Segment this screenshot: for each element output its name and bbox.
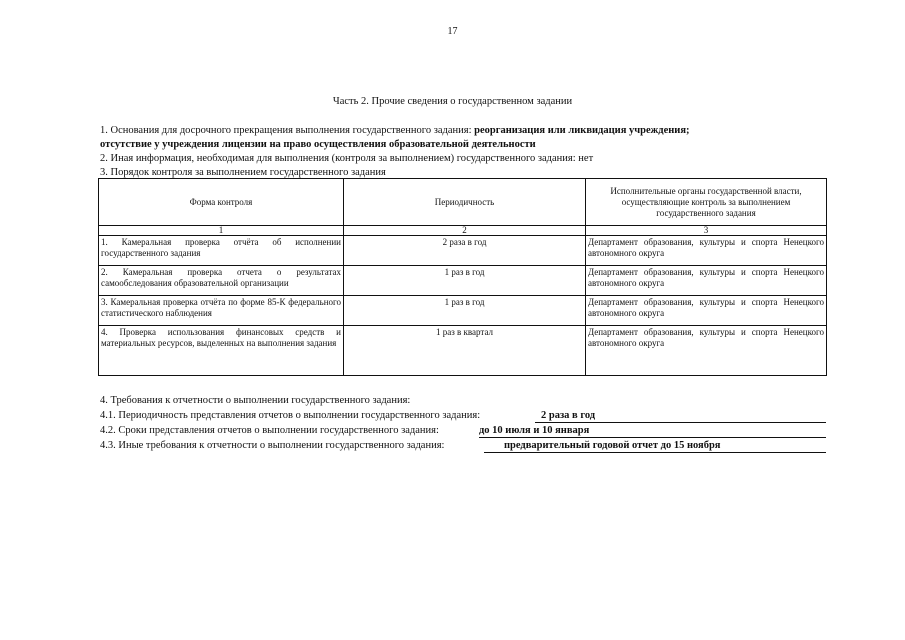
header-authority: Исполнительные органы государственной власти, осуществляющие контроль за выполнением государственного задания <box>586 179 827 226</box>
section4-item3-value-field <box>484 439 826 453</box>
row-form: 1. Камеральная проверка отчёта об исполнении государственного задания <box>99 236 344 266</box>
section2-text: 2. Иная информация, необходимая для выполнения (контроля за выполнением) государственного задания: нет <box>100 153 594 164</box>
row-period: 1 раз в год <box>344 266 586 296</box>
table-header-row <box>99 179 827 226</box>
section4-item3-label: 4.3. Иные требования к отчетности о выполнении государственного задания: <box>100 440 445 451</box>
control-table <box>98 178 827 376</box>
row-form: 3. Камеральная проверка отчёта по форме 85-К федерального статистического наблюдения <box>99 296 344 326</box>
section3-title: 3. Порядок контроля за выполнением государственного задания <box>100 167 386 178</box>
column-number: 2 <box>344 226 586 236</box>
section4-item2-value-field <box>479 424 826 438</box>
row-authority: Департамент образования, культуры и спорта Ненецкого автономного округа <box>586 296 827 326</box>
row-authority: Департамент образования, культуры и спорта Ненецкого автономного округа <box>586 266 827 296</box>
column-number: 1 <box>99 226 344 236</box>
row-authority: Департамент образования, культуры и спорта Ненецкого автономного округа <box>586 236 827 266</box>
row-authority: Департамент образования, культуры и спорта Ненецкого автономного округа <box>586 326 827 376</box>
row-form: 4. Проверка использования финансовых средств и материальных ресурсов, выделенных на выполнения задания <box>99 326 344 376</box>
section1-value-line2: отсутствие у учреждения лицензии на право осуществления образовательной деятельности <box>100 139 536 150</box>
row-period: 1 раз в год <box>344 296 586 326</box>
section4-title: 4. Требования к отчетности о выполнении государственного задания: <box>100 395 411 406</box>
section4-item2-value: до 10 июля и 10 января <box>479 425 590 436</box>
section1-line1 <box>100 124 830 137</box>
row-form: 2. Камеральная проверка отчета о результатах самообследования образовательной организации <box>99 266 344 296</box>
table-row <box>99 236 827 266</box>
table-row <box>99 326 827 376</box>
section4-item1-value: 2 раза в год <box>541 410 596 421</box>
table-column-numbers-row <box>99 226 827 236</box>
header-form: Форма контроля <box>99 179 344 226</box>
section4-item1-value-field <box>535 409 826 423</box>
row-period: 2 раза в год <box>344 236 586 266</box>
section4-item3-value: предварительный годовой отчет до 15 ноября <box>504 440 721 451</box>
part-title: Часть 2. Прочие сведения о государственном задании <box>332 96 573 107</box>
section4-item1-label: 4.1. Периодичность представления отчетов о выполнении государственного задания: <box>100 410 481 421</box>
row-period: 1 раз в квартал <box>344 326 586 376</box>
section1-label: 1. Основания для досрочного прекращения выполнения государственного задания: <box>100 125 472 136</box>
page-number: 17 <box>447 26 458 37</box>
column-number: 3 <box>586 226 827 236</box>
header-period: Периодичность <box>344 179 586 226</box>
table-row <box>99 296 827 326</box>
section4-item2-label: 4.2. Сроки представления отчетов о выполнении государственного задания: <box>100 425 439 436</box>
table-row <box>99 266 827 296</box>
section1-value-line1: реорганизация или ликвидация учреждения; <box>474 125 690 136</box>
